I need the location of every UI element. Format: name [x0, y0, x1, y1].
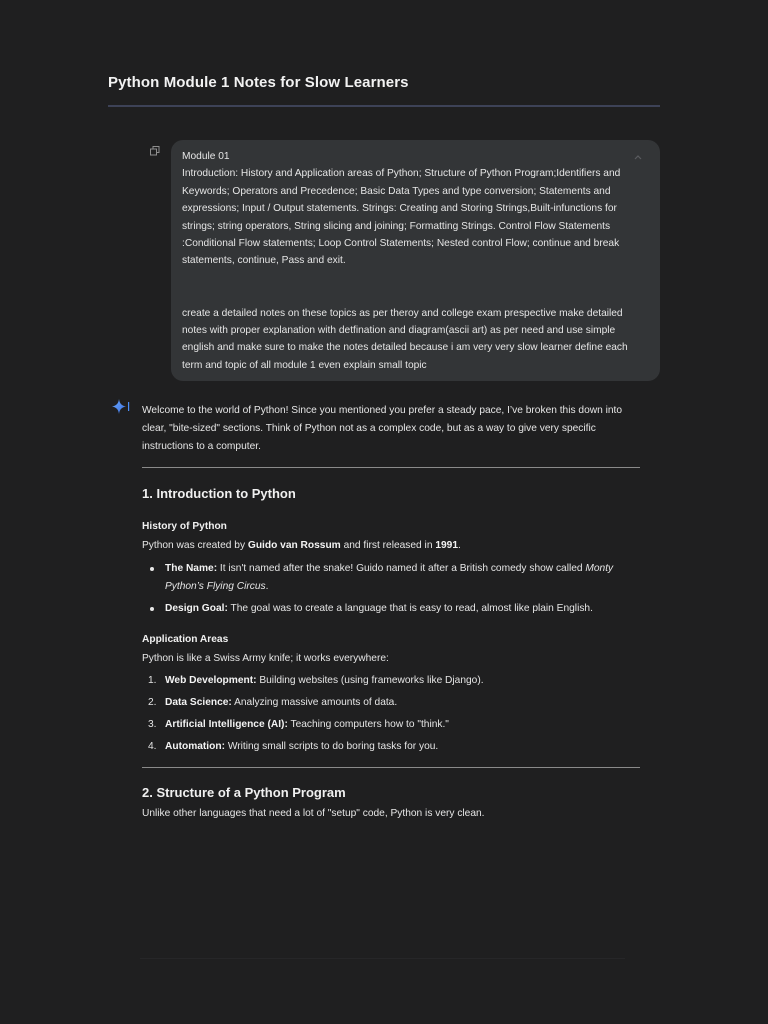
history-text: and first released in [340, 540, 436, 551]
list-item-body: Building websites (using frameworks like Django). [256, 675, 484, 686]
list-item-label: Design Goal: [165, 603, 228, 614]
section-heading: 1. Introduction to Python [142, 486, 296, 501]
list-item-label: Automation: [165, 741, 225, 752]
history-year: 1991 [435, 540, 458, 551]
title-divider [108, 105, 660, 107]
list-item [142, 694, 640, 712]
apps-intro: Python is like a Swiss Army knife; it works everywhere: [142, 653, 389, 664]
list-item [142, 738, 640, 756]
list-number: 1. [148, 675, 157, 686]
history-paragraph [142, 537, 640, 555]
list-number: 2. [148, 697, 157, 708]
list-item-body: The goal was to create a language that is easy to read, almost like plain English. [227, 603, 593, 614]
list-item-body: Writing small scripts to do boring tasks for you. [224, 741, 439, 752]
list-item-body: Teaching computers how to "think." [287, 719, 449, 730]
apps-numbered-list [142, 672, 640, 756]
user-message-bubble [171, 140, 660, 381]
list-item-text [142, 694, 640, 712]
list-item [142, 672, 640, 690]
user-message-heading: Module 01 [182, 151, 230, 162]
page-title: Python Module 1 Notes for Slow Learners [108, 74, 409, 91]
list-item-text [142, 600, 640, 618]
list-item-text [142, 738, 640, 756]
list-item-label: The Name: [165, 563, 218, 574]
chevron-up-icon[interactable] [634, 154, 642, 160]
list-number: 4. [148, 741, 157, 752]
subsection-heading: History of Python [142, 521, 227, 532]
list-item-text [142, 672, 640, 690]
list-item-label: Data Science: [165, 697, 232, 708]
history-creator: Guido van Rossum [247, 540, 341, 551]
list-item-body: Analyzing massive amounts of data. [231, 697, 398, 708]
history-text: . [458, 540, 461, 551]
list-item-italic: Monty Python’s Flying Circus [165, 563, 614, 592]
user-message-topics: Introduction: History and Application areas of Python; Structure of Python Program;Identifiers and Keywords; Operators and Precedence; Basic Data Types and type conversion; Statements and expressions; Input / Output statements. Strings: Creating and Storing Strings,Built-infunctions for strings; string operators, String slicing and joining; Formatting Strings. Control Flow Statements :Conditional Flow statements; Loop Control Statements; Nested control Flow; continue and break statements, continue, Pass and exit. [182, 168, 621, 267]
user-message-request: create a detailed notes on these topics as per theroy and college exam prespective make detailed notes with proper explanation with detfination and diagram(ascii art) as per need and use simple english and make sure to make the notes detailed because i am very very slow learner define each term and topic of all module 1 even explain small topic [182, 307, 628, 371]
bullet-dot [150, 567, 154, 571]
list-item [142, 560, 640, 596]
response-intro: Welcome to the world of Python! Since you mentioned you prefer a steady pace, I’ve broken this down into clear, "bite-sized" sections. Think of Python not as a complex code, but as a way to give very specific instructions to a computer. [142, 405, 623, 452]
list-item-body: . [265, 581, 269, 592]
list-item-label: Artificial Intelligence (AI): [165, 719, 288, 730]
list-item [142, 716, 640, 734]
history-text: Python was created by [142, 540, 248, 551]
bottom-divider [140, 958, 625, 959]
list-item-label: Web Development: [165, 675, 257, 686]
sparkle-gem-icon [111, 398, 131, 416]
list-number: 3. [148, 719, 157, 730]
list-item-text [142, 716, 640, 734]
list-item-text [142, 560, 640, 596]
section2-intro: Unlike other languages that need a lot of "setup" code, Python is very clean. [142, 808, 485, 819]
history-bullet-list [142, 560, 640, 618]
bullet-dot [150, 607, 154, 611]
subsection-heading: Application Areas [142, 634, 229, 645]
list-item-body: It isn't named after the snake! Guido named it after a British comedy show called [217, 563, 586, 574]
copy-icon[interactable] [150, 146, 160, 156]
section-divider [142, 467, 640, 468]
section-divider [142, 767, 640, 768]
list-item [142, 600, 640, 618]
assistant-response [142, 402, 640, 823]
section-heading: 2. Structure of a Python Program [142, 785, 346, 800]
